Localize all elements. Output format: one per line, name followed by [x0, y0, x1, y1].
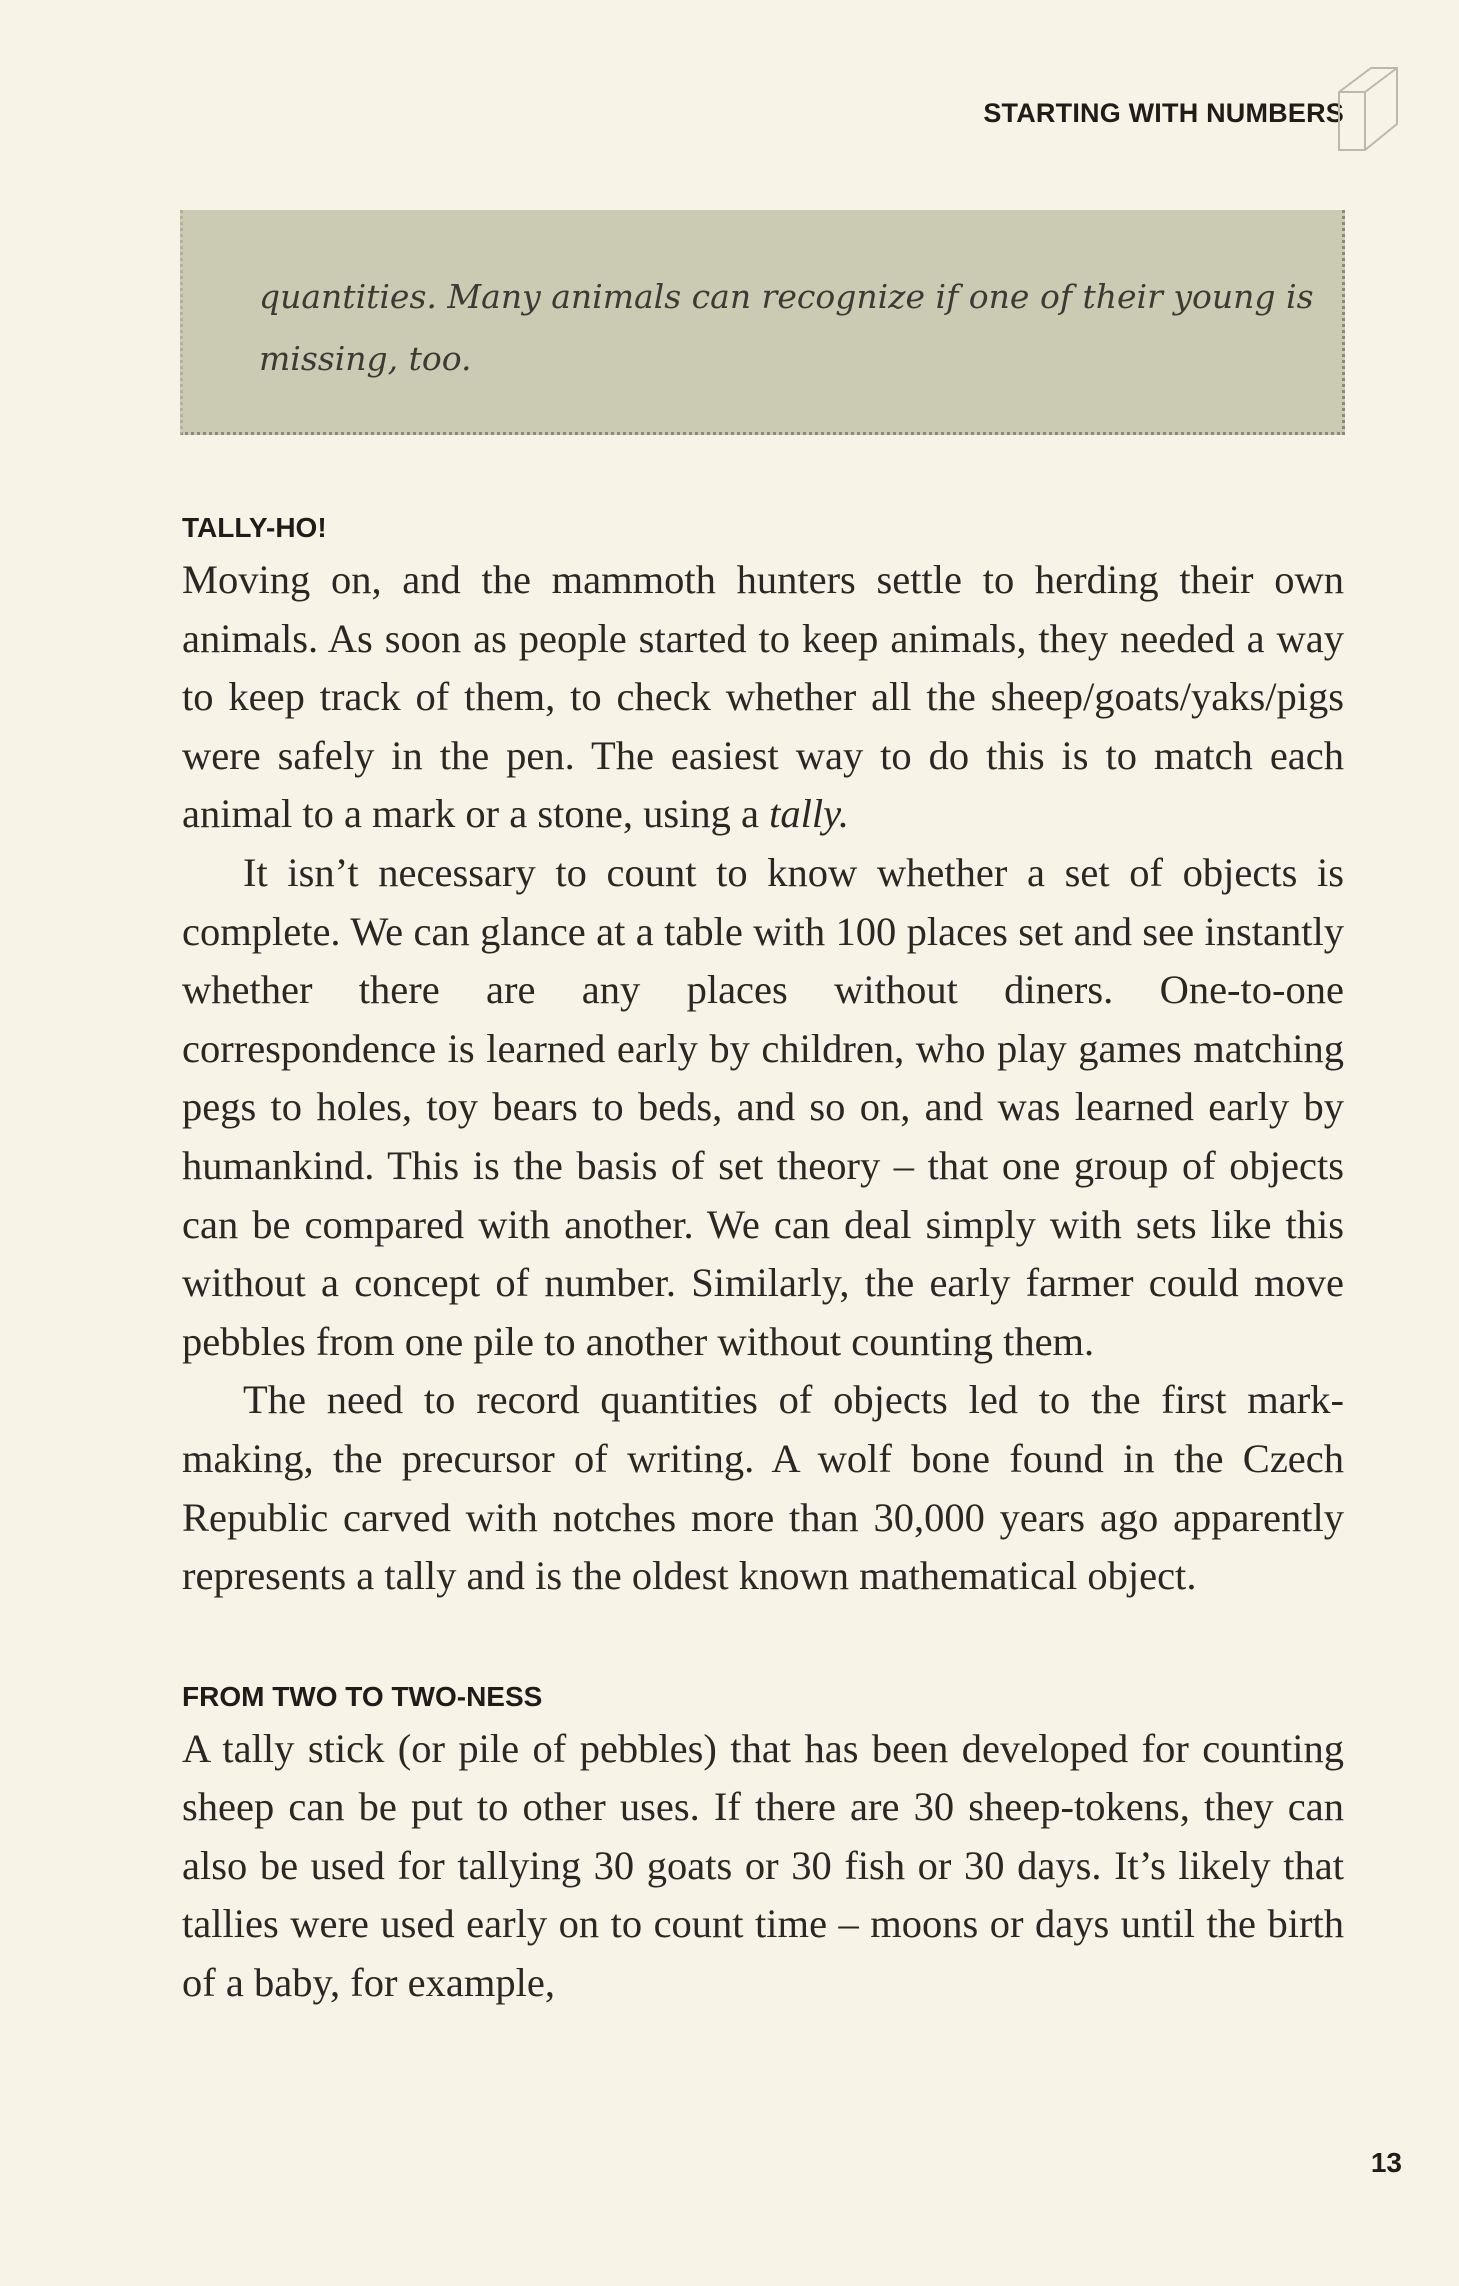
paragraph: It isn’t necessary to count to know whether a set of objects is complete. We can glance at a table with 100 places set and see instantly whether there are any places without diners. One-to-one correspondence is learned early by children, who play games matching pegs to holes, toy bears to beds, and so on, and was learned early by humankind. This is the basis of set theory – that one group of objects can be compared with another. We can deal simply with sets like this without a concept of number. Similarly, the early farmer could move pebbles from one pile to another without counting them. — [182, 849, 1344, 1364]
main-text — [182, 505, 1344, 2013]
emphasis-tally: tally. — [769, 791, 849, 837]
paragraph: A tally stick (or pile of pebbles) that has been developed for counting sheep can be put to other uses. If there are 30 sheep-tokens, they can also be used for tallying 30 goats or 30 fish or 30 days. It’s likely that tallies were used early on to count time – moons or days until the birth of a baby, for example, — [182, 1725, 1344, 2006]
paragraph: The need to record quantities of objects led to the first mark-making, the precursor of writing. A wolf bone found in the Czech Republic carved with notches more than 30,000 years ago apparently represents a tally and is the oldest known mathematical object. — [182, 1377, 1344, 1599]
boxout-text: quantities. Many animals can recognize if one of their young is missing, too. — [259, 277, 1314, 378]
section-heading-tally-ho: TALLY-HO! — [182, 512, 327, 543]
page-number: 13 — [1370, 2147, 1402, 2178]
paragraph-text: Moving on, and the mammoth hunters settle to herding their own animals. As soon as people started to keep animals, they needed a way to keep track of them, to check whether all the sheep/goats/yaks/pigs were safely in the pen. The easiest way to do this is to match each animal to a mark or a stone, using a — [182, 557, 1344, 837]
section-heading-from-two: FROM TWO TO TWO-NESS — [182, 1680, 543, 1712]
paragraph — [182, 551, 1344, 844]
running-head: STARTING WITH NUMBERS — [983, 98, 1344, 128]
cube-icon — [1331, 62, 1401, 154]
boxout — [180, 210, 1345, 435]
